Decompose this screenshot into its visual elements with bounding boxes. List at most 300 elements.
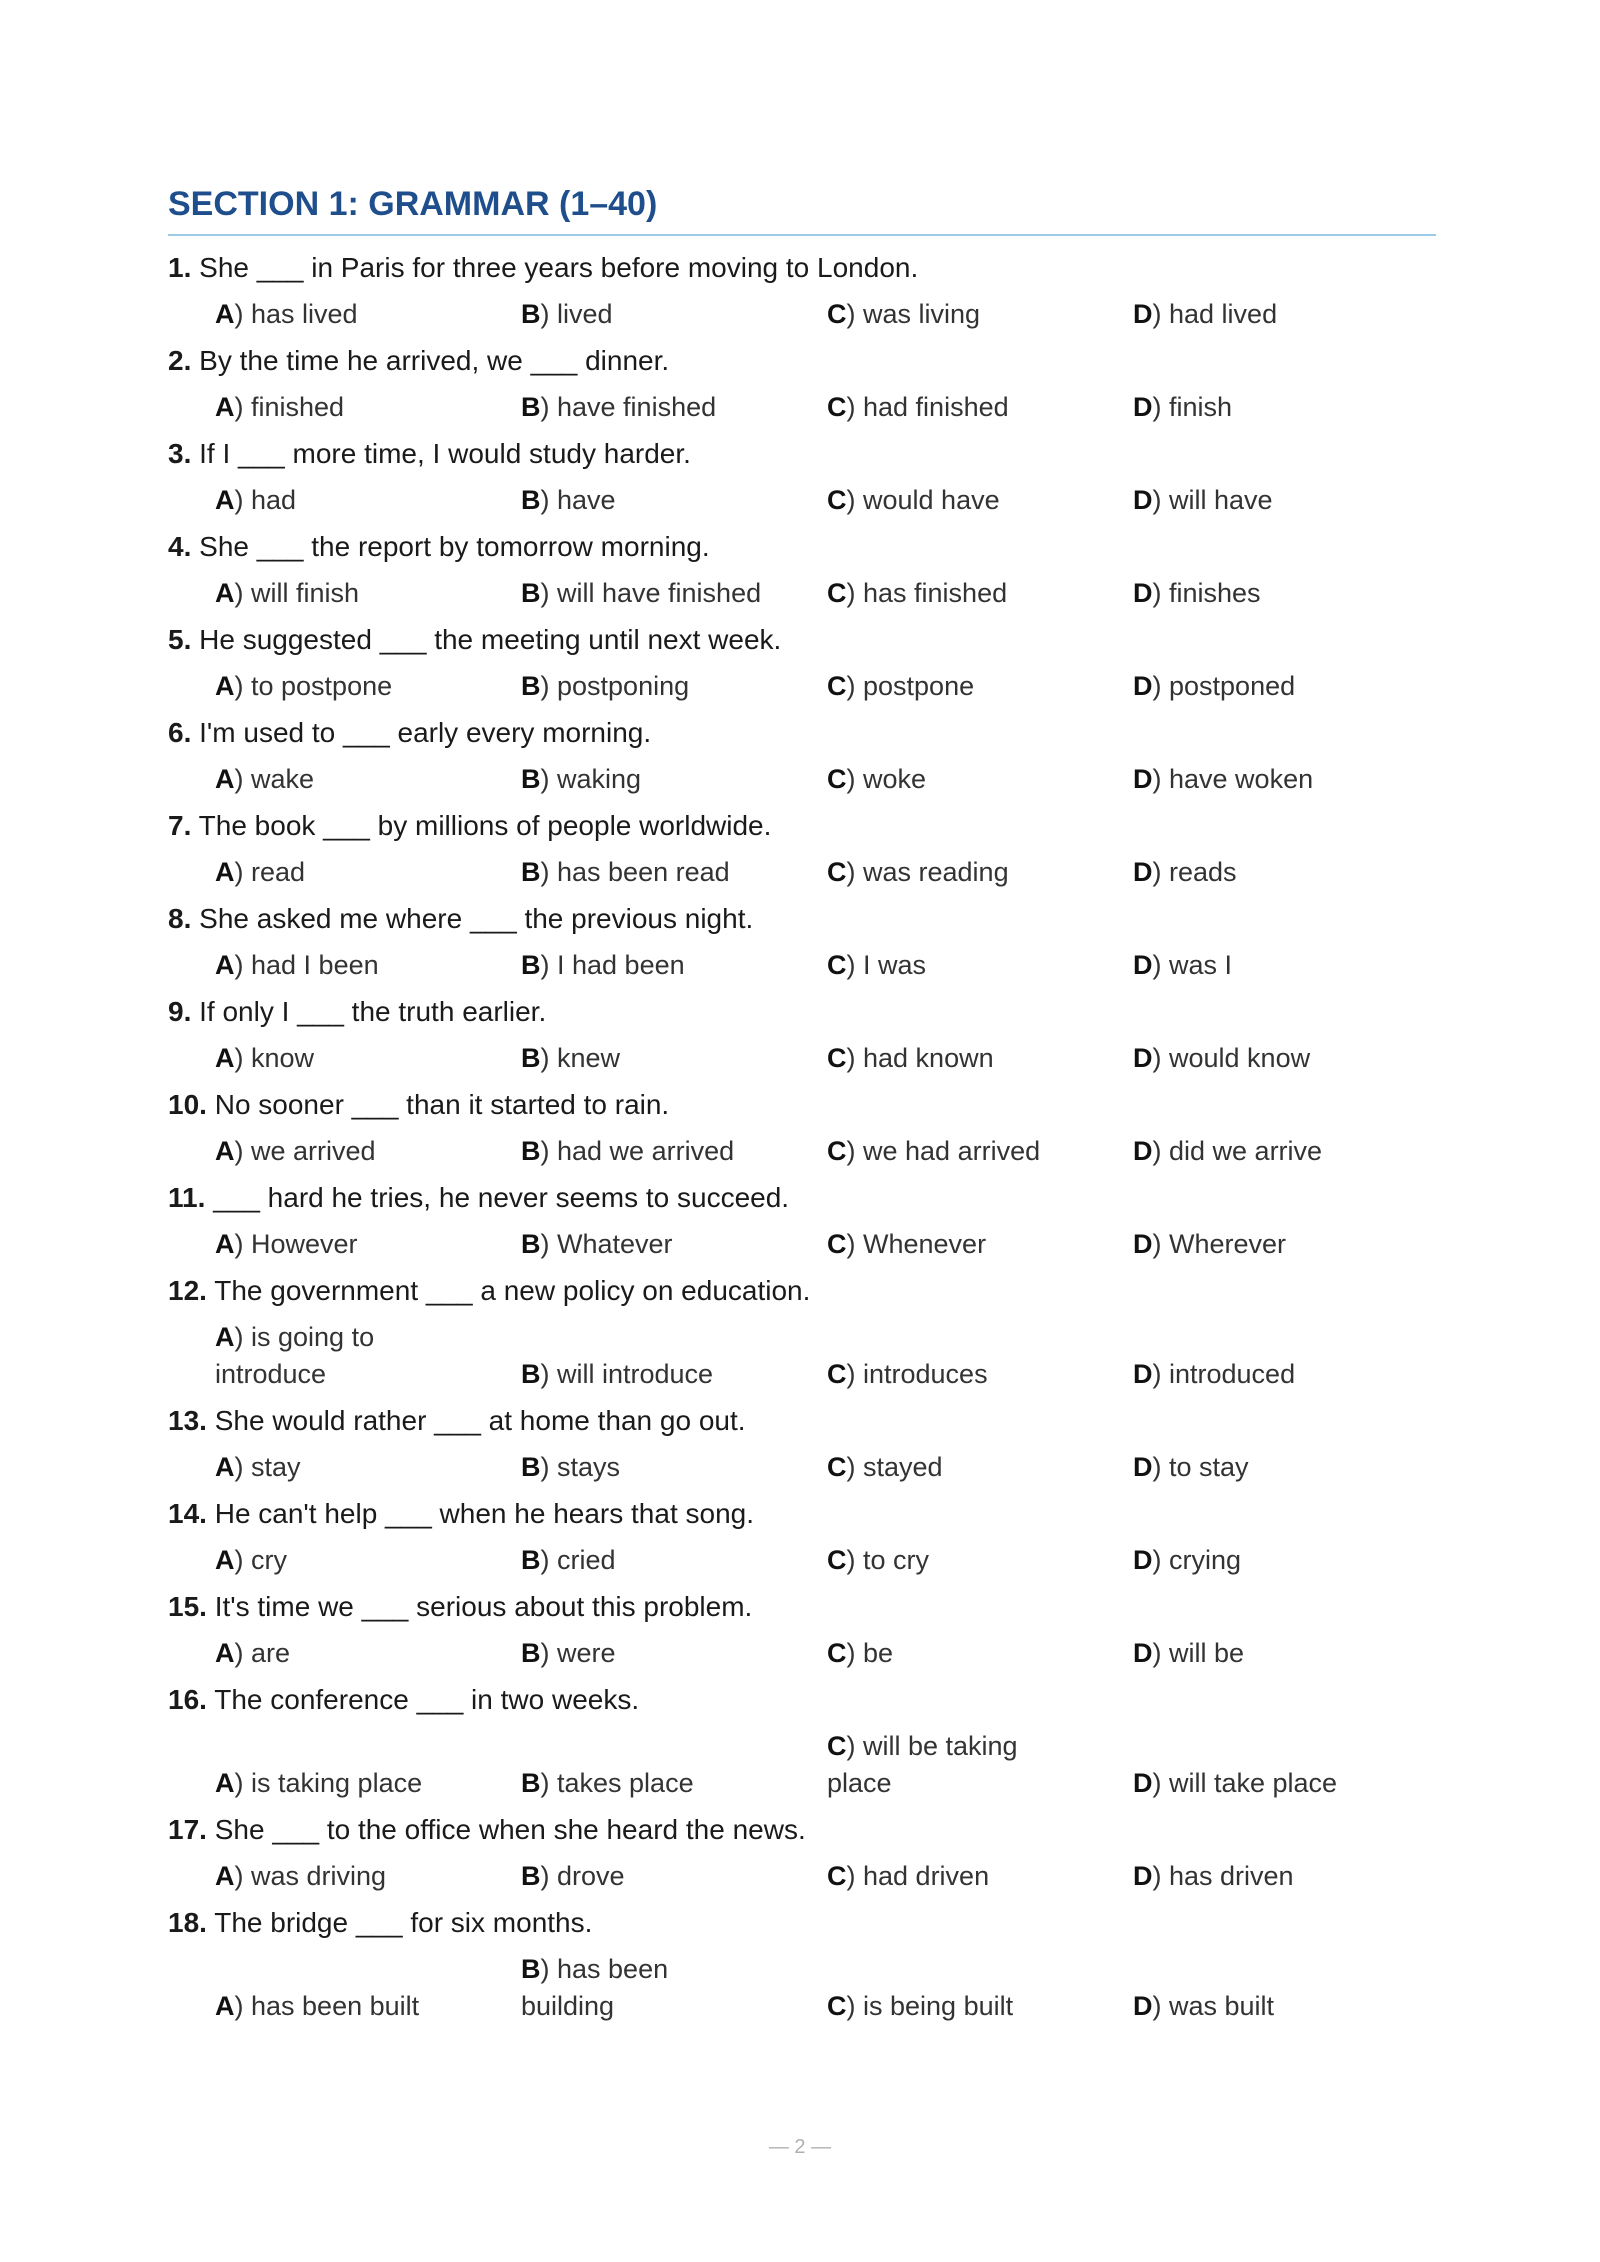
question-number: 2. [168, 345, 192, 376]
question-number: 7. [168, 810, 192, 841]
option-separator: ) [846, 1043, 863, 1073]
option-letter: D [1133, 1359, 1153, 1389]
answer-option[interactable] [215, 1226, 521, 1263]
option-letter: C [827, 1545, 847, 1575]
option-separator: ) [1152, 299, 1169, 329]
option-text: will be [1169, 1638, 1245, 1668]
answer-option[interactable] [521, 1858, 827, 1895]
answer-option[interactable] [521, 1040, 827, 1077]
answer-option[interactable] [215, 1542, 521, 1579]
option-text: introduces [863, 1359, 988, 1389]
question-number: 4. [168, 531, 192, 562]
question-text-line [168, 426, 1436, 482]
option-letter: B [521, 1452, 541, 1482]
answer-option[interactable] [521, 1542, 827, 1579]
question-text: She would rather ___ at home than go out. [214, 1405, 746, 1436]
option-separator: ) [540, 1768, 557, 1798]
answer-option[interactable] [1133, 947, 1439, 984]
option-separator: ) [234, 1991, 251, 2021]
question-number: 14. [168, 1498, 207, 1529]
option-letter: A [215, 1229, 235, 1259]
question-item [168, 1802, 1436, 1895]
option-text: stay [251, 1452, 301, 1482]
question-item [168, 891, 1436, 984]
option-letter: C [827, 1043, 847, 1073]
answer-option[interactable] [1133, 761, 1439, 798]
option-separator: ) [1152, 1991, 1169, 2021]
answer-option[interactable] [215, 1988, 521, 2025]
option-text: cried [557, 1545, 616, 1575]
answer-option[interactable] [1133, 1542, 1439, 1579]
question-number: 16. [168, 1684, 207, 1715]
question-text: By the time he arrived, we ___ dinner. [199, 345, 670, 376]
option-text: is being built [863, 1991, 1014, 2021]
option-text: were [557, 1638, 616, 1668]
option-separator: ) [1152, 1452, 1169, 1482]
option-letter: B [521, 671, 541, 701]
answer-option[interactable] [827, 1858, 1133, 1895]
option-text: we arrived [251, 1136, 376, 1166]
option-letter: B [521, 578, 541, 608]
answer-option[interactable] [1133, 575, 1439, 612]
option-separator: ) [540, 392, 557, 422]
option-letter: D [1133, 485, 1153, 515]
answer-option[interactable] [1133, 389, 1439, 426]
option-separator: ) [540, 1545, 557, 1575]
option-letter: D [1133, 671, 1153, 701]
question-number: 8. [168, 903, 192, 934]
answer-options [168, 854, 1436, 891]
option-letter: A [215, 1545, 235, 1575]
option-text: has been read [557, 857, 730, 887]
option-text: did we arrive [1169, 1136, 1323, 1166]
answer-options [168, 1449, 1436, 1486]
option-text: Whenever [863, 1229, 987, 1259]
option-separator: ) [234, 857, 251, 887]
option-text: would know [1169, 1043, 1311, 1073]
option-letter: C [827, 485, 847, 515]
answer-options [168, 1226, 1436, 1263]
option-text: will finish [251, 578, 360, 608]
option-separator: ) [234, 950, 251, 980]
answer-option[interactable] [827, 1542, 1133, 1579]
option-text: we had arrived [863, 1136, 1041, 1166]
answer-option[interactable] [215, 1040, 521, 1077]
option-text: to cry [863, 1545, 930, 1575]
option-separator: ) [234, 1229, 251, 1259]
option-text: will be taking place [827, 1731, 1018, 1798]
answer-option[interactable] [1133, 668, 1439, 705]
option-text: Whatever [557, 1229, 673, 1259]
option-letter: D [1133, 1768, 1153, 1798]
option-letter: C [827, 1452, 847, 1482]
option-letter: D [1133, 1136, 1153, 1166]
question-item [168, 240, 1436, 333]
option-separator: ) [540, 671, 557, 701]
answer-option[interactable] [827, 1226, 1133, 1263]
option-text: has driven [1169, 1861, 1294, 1891]
option-letter: A [215, 1991, 235, 2021]
option-letter: A [215, 1861, 235, 1891]
option-text: was driving [251, 1861, 387, 1891]
option-separator: ) [234, 764, 251, 794]
option-letter: A [215, 1043, 235, 1073]
answer-option[interactable] [521, 854, 827, 891]
answer-option[interactable] [1133, 1449, 1439, 1486]
option-separator: ) [540, 857, 557, 887]
option-text: be [863, 1638, 894, 1668]
option-separator: ) [234, 1638, 251, 1668]
option-text: cry [251, 1545, 287, 1575]
answer-options [168, 389, 1436, 426]
option-letter: C [827, 1861, 847, 1891]
answer-option[interactable] [1133, 1356, 1439, 1393]
answer-option[interactable] [521, 482, 827, 519]
option-separator: ) [234, 485, 251, 515]
option-text: postpone [863, 671, 975, 701]
option-separator: ) [846, 1731, 863, 1761]
answer-option[interactable] [1133, 1635, 1439, 1672]
option-text: stays [557, 1452, 621, 1482]
question-number: 3. [168, 438, 192, 469]
answer-option[interactable] [521, 1765, 827, 1802]
answer-option[interactable] [827, 575, 1133, 612]
option-separator: ) [1152, 671, 1169, 701]
answer-options [168, 1319, 1436, 1393]
option-text: postponing [557, 671, 690, 701]
question-item [168, 705, 1436, 798]
option-separator: ) [234, 1452, 251, 1482]
option-separator: ) [1152, 1043, 1169, 1073]
option-separator: ) [1152, 392, 1169, 422]
question-number: 6. [168, 717, 192, 748]
option-separator: ) [846, 764, 863, 794]
option-separator: ) [540, 578, 557, 608]
option-letter: D [1133, 857, 1153, 887]
option-text: finished [251, 392, 345, 422]
option-separator: ) [234, 671, 251, 701]
option-text: read [251, 857, 306, 887]
question-number: 11. [168, 1182, 206, 1213]
answer-option[interactable] [1133, 482, 1439, 519]
option-separator: ) [540, 764, 557, 794]
answer-option[interactable] [215, 1635, 521, 1672]
option-separator: ) [234, 1322, 251, 1352]
option-letter: C [827, 764, 847, 794]
answer-option[interactable] [827, 1635, 1133, 1672]
option-text: introduced [1169, 1359, 1296, 1389]
option-text: was reading [863, 857, 1009, 887]
answer-options [168, 1728, 1436, 1802]
question-text: The bridge ___ for six months. [214, 1907, 593, 1938]
option-separator: ) [540, 1861, 557, 1891]
question-text: The book ___ by millions of people worldwide. [198, 810, 772, 841]
option-separator: ) [846, 485, 863, 515]
option-text: have woken [1169, 764, 1314, 794]
option-letter: D [1133, 1861, 1153, 1891]
option-separator: ) [540, 1638, 557, 1668]
question-item [168, 1672, 1436, 1802]
option-text: has finished [863, 578, 1008, 608]
answer-option[interactable] [521, 296, 827, 333]
answer-options [168, 1858, 1436, 1895]
question-item [168, 798, 1436, 891]
option-text: knew [557, 1043, 621, 1073]
option-letter: D [1133, 578, 1153, 608]
option-separator: ) [1152, 857, 1169, 887]
option-text: crying [1169, 1545, 1242, 1575]
option-letter: C [827, 1991, 847, 2021]
option-separator: ) [1152, 764, 1169, 794]
option-separator: ) [540, 1954, 557, 1984]
question-text: He can't help ___ when he hears that song. [214, 1498, 754, 1529]
option-text: will have [1169, 485, 1273, 515]
option-letter: B [521, 1954, 541, 1984]
answer-option[interactable] [215, 1133, 521, 1170]
question-text-line [168, 1170, 1436, 1226]
answer-option[interactable] [215, 947, 521, 984]
option-separator: ) [846, 1545, 863, 1575]
question-item [168, 519, 1436, 612]
option-letter: B [521, 1043, 541, 1073]
question-text-line [168, 1393, 1436, 1449]
option-letter: A [215, 857, 235, 887]
option-separator: ) [234, 392, 251, 422]
answer-option[interactable] [215, 482, 521, 519]
answer-option[interactable] [215, 1449, 521, 1486]
option-letter: D [1133, 1638, 1153, 1668]
answer-option[interactable] [1133, 1858, 1439, 1895]
question-number: 15. [168, 1591, 207, 1622]
question-text-line [168, 1579, 1436, 1635]
option-letter: B [521, 764, 541, 794]
page-content [168, 180, 1436, 2025]
answer-option[interactable] [827, 1356, 1133, 1393]
question-number: 17. [168, 1814, 207, 1845]
answer-option[interactable] [215, 575, 521, 612]
option-separator: ) [540, 1452, 557, 1482]
option-letter: D [1133, 1043, 1153, 1073]
answer-option[interactable] [215, 1765, 521, 1802]
question-text-line [168, 1672, 1436, 1728]
answer-option[interactable] [521, 1635, 827, 1672]
option-letter: B [521, 299, 541, 329]
option-letter: C [827, 1731, 847, 1761]
option-text: reads [1169, 857, 1237, 887]
option-text: would have [863, 485, 1000, 515]
option-separator: ) [1152, 1545, 1169, 1575]
question-item [168, 1579, 1436, 1672]
option-text: wake [251, 764, 315, 794]
answer-option[interactable] [521, 389, 827, 426]
answer-option[interactable] [827, 1133, 1133, 1170]
question-text-line [168, 519, 1436, 575]
option-letter: A [215, 950, 235, 980]
answer-options [168, 296, 1436, 333]
option-text: had [251, 485, 297, 515]
option-letter: B [521, 1638, 541, 1668]
option-letter: D [1133, 950, 1153, 980]
option-separator: ) [846, 578, 863, 608]
answer-option[interactable] [827, 854, 1133, 891]
option-letter: A [215, 485, 235, 515]
option-separator: ) [234, 1768, 251, 1798]
option-letter: A [215, 764, 235, 794]
option-letter: C [827, 1136, 847, 1166]
answer-option[interactable] [215, 668, 521, 705]
answer-option[interactable] [1133, 296, 1439, 333]
option-letter: A [215, 392, 235, 422]
option-separator: ) [234, 299, 251, 329]
answer-option[interactable] [215, 854, 521, 891]
answer-option[interactable] [521, 1356, 827, 1393]
option-text: drove [557, 1861, 625, 1891]
answer-option[interactable] [827, 1988, 1133, 2025]
option-letter: B [521, 1359, 541, 1389]
question-number: 13. [168, 1405, 207, 1436]
option-letter: B [521, 485, 541, 515]
question-text: She ___ in Paris for three years before moving to London. [199, 252, 919, 283]
answer-option[interactable] [521, 947, 827, 984]
option-text: to postpone [251, 671, 393, 701]
option-letter: A [215, 1768, 235, 1798]
answer-options [168, 482, 1436, 519]
question-text: If only I ___ the truth earlier. [199, 996, 547, 1027]
answer-option[interactable] [1133, 1040, 1439, 1077]
question-number: 12. [168, 1275, 207, 1306]
option-separator: ) [846, 857, 863, 887]
option-text: will have finished [557, 578, 762, 608]
option-letter: D [1133, 1545, 1153, 1575]
answer-option[interactable] [827, 1449, 1133, 1486]
question-text-line [168, 240, 1436, 296]
option-letter: A [215, 1452, 235, 1482]
option-letter: B [521, 1768, 541, 1798]
question-number: 1. [168, 252, 192, 283]
option-separator: ) [846, 392, 863, 422]
answer-option[interactable] [827, 761, 1133, 798]
option-letter: D [1133, 299, 1153, 329]
question-text-line [168, 1486, 1436, 1542]
option-text: has been built [251, 1991, 420, 2021]
answer-option[interactable] [215, 761, 521, 798]
option-text: have [557, 485, 616, 515]
question-text: He suggested ___ the meeting until next week. [199, 624, 782, 655]
answer-options [168, 947, 1436, 984]
option-letter: A [215, 671, 235, 701]
answer-option[interactable] [1133, 854, 1439, 891]
option-letter: A [215, 578, 235, 608]
option-text: to stay [1169, 1452, 1249, 1482]
question-text-line [168, 612, 1436, 668]
option-separator: ) [846, 299, 863, 329]
option-letter: C [827, 857, 847, 887]
question-text-line [168, 705, 1436, 761]
answer-option[interactable] [827, 482, 1133, 519]
option-separator: ) [540, 1043, 557, 1073]
question-number: 9. [168, 996, 192, 1027]
answer-options [168, 1635, 1436, 1672]
question-text: ___ hard he tries, he never seems to succeed. [213, 1182, 790, 1213]
answer-option[interactable] [1133, 1765, 1439, 1802]
answer-option[interactable] [521, 1133, 827, 1170]
answer-option[interactable] [827, 668, 1133, 705]
option-text: was living [863, 299, 981, 329]
option-text: has been building [521, 1954, 669, 2021]
answer-option[interactable] [521, 1226, 827, 1263]
option-letter: B [521, 1229, 541, 1259]
question-item [168, 612, 1436, 705]
option-text: had lived [1169, 299, 1278, 329]
answer-options [168, 1040, 1436, 1077]
answer-option[interactable] [215, 296, 521, 333]
question-item [168, 1263, 1436, 1393]
answer-option[interactable] [521, 668, 827, 705]
option-text: are [251, 1638, 291, 1668]
answer-option[interactable] [827, 296, 1133, 333]
option-letter: A [215, 1638, 235, 1668]
answer-option[interactable] [1133, 1988, 1439, 2025]
answer-option[interactable] [521, 575, 827, 612]
answer-option[interactable] [215, 1319, 440, 1393]
question-item [168, 1486, 1436, 1579]
question-item [168, 426, 1436, 519]
answer-option[interactable] [1133, 1226, 1439, 1263]
option-letter: B [521, 1861, 541, 1891]
question-item [168, 1077, 1436, 1170]
answer-options [168, 761, 1436, 798]
question-item [168, 1393, 1436, 1486]
answer-option[interactable] [521, 761, 827, 798]
option-separator: ) [846, 1452, 863, 1482]
option-text: woke [863, 764, 927, 794]
option-letter: D [1133, 1991, 1153, 2021]
answer-option[interactable] [1133, 1133, 1439, 1170]
answer-option[interactable] [521, 1951, 746, 2025]
option-letter: C [827, 1638, 847, 1668]
option-text: is going to introduce [215, 1322, 375, 1389]
option-text: postponed [1169, 671, 1296, 701]
question-item [168, 1895, 1436, 2025]
answer-options [168, 1951, 1436, 2025]
answer-option[interactable] [827, 1728, 1052, 1802]
option-letter: B [521, 950, 541, 980]
answer-option[interactable] [827, 389, 1133, 426]
option-text: had driven [863, 1861, 990, 1891]
answer-option[interactable] [215, 1858, 521, 1895]
option-letter: C [827, 950, 847, 980]
answer-options [168, 668, 1436, 705]
option-separator: ) [234, 1545, 251, 1575]
option-letter: B [521, 857, 541, 887]
question-text: If I ___ more time, I would study harder. [199, 438, 691, 469]
question-text: The government ___ a new policy on education. [214, 1275, 811, 1306]
option-letter: C [827, 578, 847, 608]
question-text: She ___ to the office when she heard the news. [214, 1814, 806, 1845]
answer-option[interactable] [827, 947, 1133, 984]
answer-option[interactable] [215, 389, 521, 426]
question-text-line [168, 1077, 1436, 1133]
answer-option[interactable] [521, 1449, 827, 1486]
answer-option[interactable] [827, 1040, 1133, 1077]
option-separator: ) [540, 1229, 557, 1259]
option-letter: D [1133, 764, 1153, 794]
question-text-line [168, 891, 1436, 947]
option-letter: A [215, 1136, 235, 1166]
option-separator: ) [1152, 1136, 1169, 1166]
option-text: I was [863, 950, 927, 980]
question-text-line [168, 1802, 1436, 1858]
